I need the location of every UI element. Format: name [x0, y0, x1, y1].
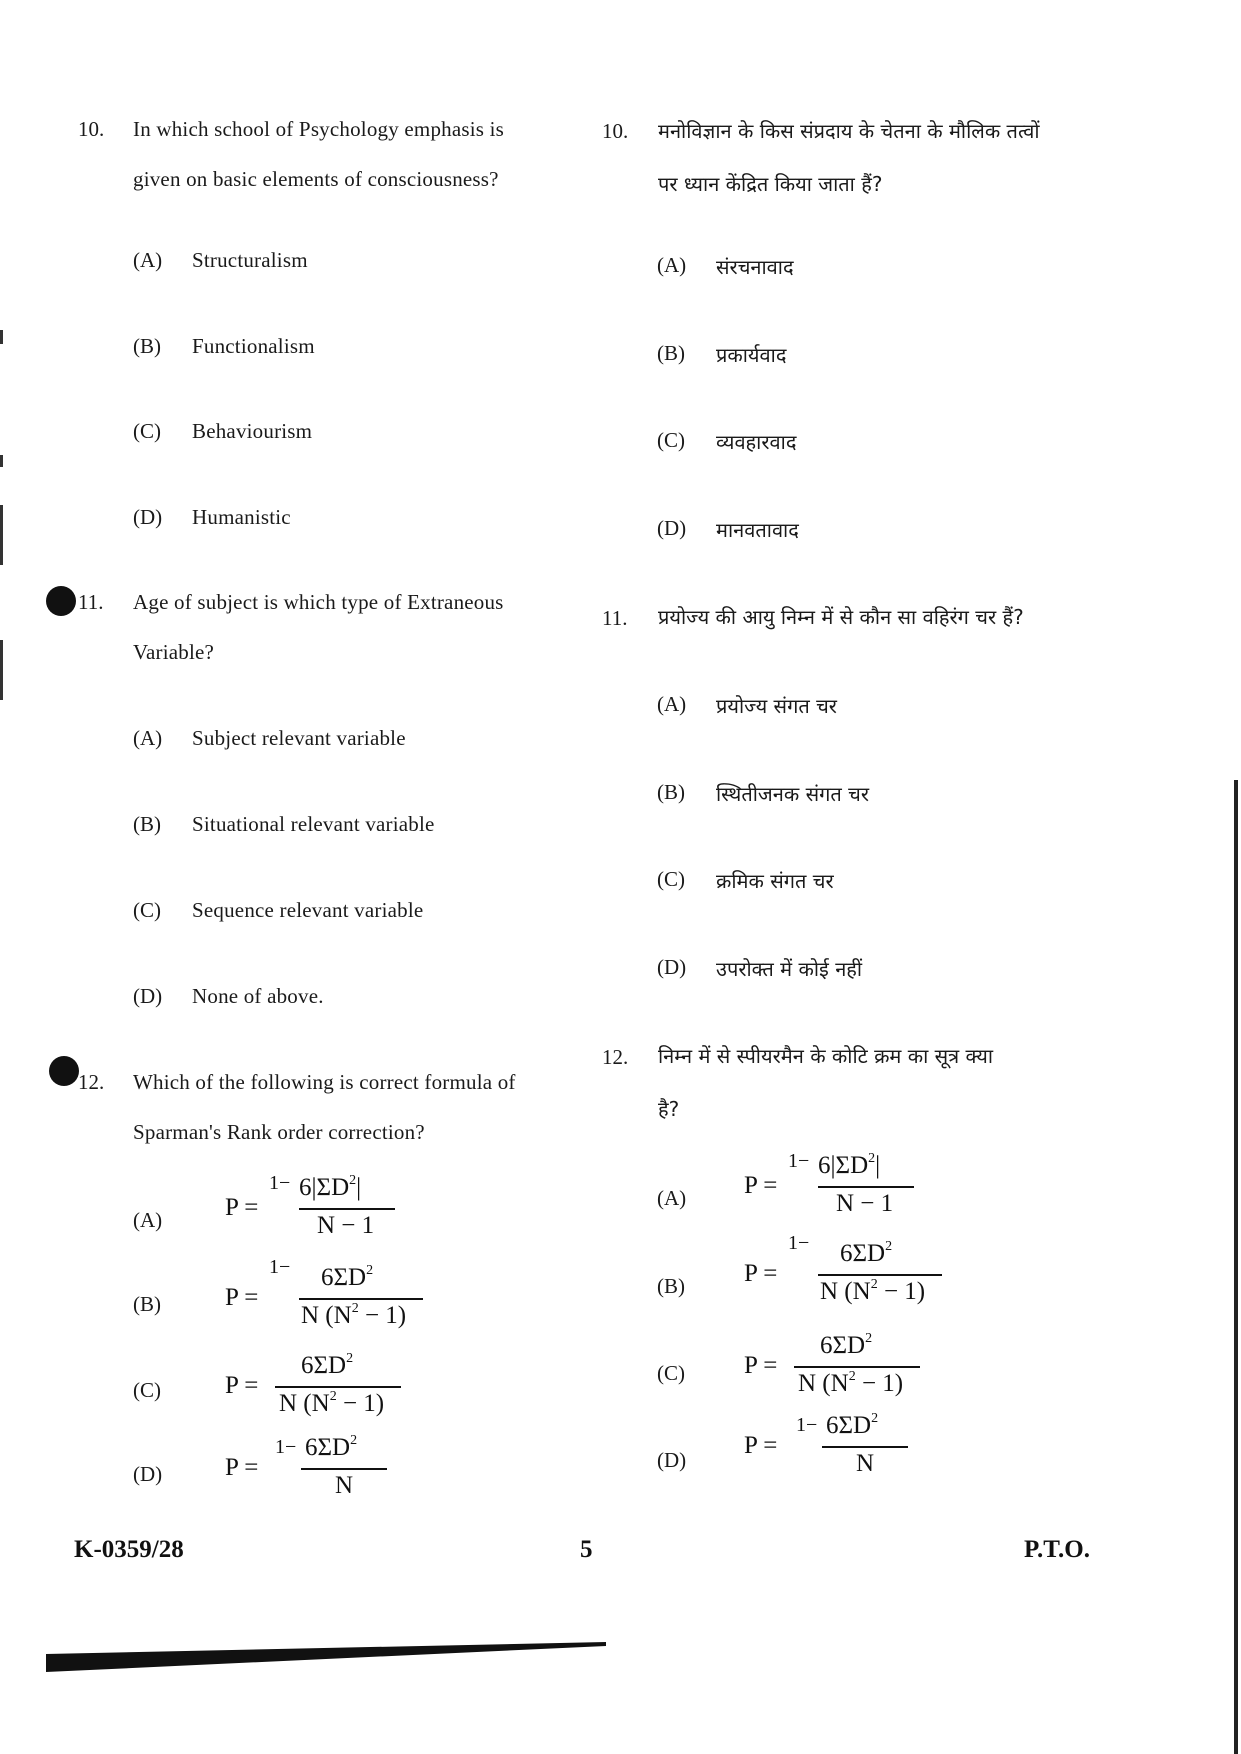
- formula-numerator: $6\Sigma D^2$: [840, 1238, 893, 1267]
- scan-edge-mark: [0, 505, 3, 565]
- question-number: 12.: [78, 1070, 105, 1094]
- option-label: (B): [657, 341, 685, 365]
- scan-edge-mark: [1234, 780, 1238, 1754]
- formula-lhs: P =: [744, 1260, 778, 1287]
- formula-denominator: N − 1: [836, 1190, 894, 1217]
- option-label: (D): [657, 1448, 687, 1472]
- formula-prefix: 1−: [788, 1232, 810, 1254]
- question-number: 10.: [78, 117, 105, 141]
- formula-lhs: P =: [744, 1172, 778, 1199]
- option-label: (D): [133, 505, 163, 529]
- question-text: given on basic elements of consciousness?: [133, 167, 499, 191]
- formula-denominator: N $(N^2 - 1)$: [820, 1276, 926, 1305]
- option-text: उपरोक्त में कोई नहीं: [716, 957, 863, 981]
- option-label: (B): [133, 812, 161, 836]
- question-text: निम्न में से स्पीयरमैन के कोटि क्रम का सूत्र क्या: [658, 1044, 994, 1068]
- question-marker-dot: [46, 586, 76, 616]
- formula-prefix: 1−: [275, 1436, 297, 1458]
- question-text: In which school of Psychology emphasis is: [133, 117, 505, 141]
- option-label: (A): [133, 248, 163, 272]
- question-text: Age of subject is which type of Extraneous: [133, 590, 504, 614]
- formula-denominator: N: [856, 1450, 875, 1477]
- formula-denominator: N − 1: [317, 1212, 375, 1239]
- fraction-bar: [822, 1446, 908, 1448]
- option-label: (D): [133, 1462, 163, 1486]
- fraction-bar: [794, 1366, 920, 1368]
- formula-b: [225, 1256, 445, 1342]
- option-label: (C): [657, 428, 685, 452]
- formula-denominator: N $(N^2 - 1)$: [301, 1300, 407, 1329]
- formula-numerator: $6|\Sigma D^2|$: [299, 1172, 362, 1201]
- formula-lhs: P =: [225, 1194, 259, 1221]
- formula-c: [225, 1350, 445, 1430]
- option-text: Humanistic: [192, 505, 291, 529]
- option-text: Situational relevant variable: [192, 812, 435, 836]
- option-label: (C): [133, 419, 161, 443]
- page-number: 5: [580, 1536, 593, 1563]
- formula-prefix: 1−: [269, 1256, 291, 1278]
- option-text: स्थितीजनक संगत चर: [716, 782, 869, 806]
- question-text: पर ध्यान केंद्रित किया जाता हैं?: [658, 172, 883, 196]
- option-text: Functionalism: [192, 334, 315, 358]
- formula-numerator: $6|\Sigma D^2|$: [818, 1150, 881, 1179]
- fraction-bar: [275, 1386, 401, 1388]
- formula-lhs: P =: [225, 1284, 259, 1311]
- formula-numerator: $6\Sigma D^2$: [321, 1262, 374, 1291]
- scan-edge-mark: [0, 455, 3, 467]
- formula-c: [744, 1330, 964, 1410]
- question-text: Which of the following is correct formula of: [133, 1070, 516, 1094]
- option-text: व्यवहारवाद: [716, 430, 797, 454]
- formula-numerator: $6\Sigma D^2$: [305, 1432, 358, 1461]
- option-label: (A): [657, 253, 687, 277]
- option-label: (A): [133, 1208, 163, 1232]
- question-text: है?: [658, 1097, 680, 1121]
- fraction-bar: [301, 1468, 387, 1470]
- question-text: प्रयोज्य की आयु निम्न में से कौन सा वहिरंग चर हैं?: [658, 605, 1024, 629]
- option-label: (C): [133, 1378, 161, 1402]
- option-text: प्रकार्यवाद: [716, 343, 787, 367]
- paper-code: K-0359/28: [74, 1536, 184, 1563]
- question-number: 11.: [602, 606, 628, 630]
- formula-b: [744, 1232, 964, 1318]
- question-number: 12.: [602, 1045, 629, 1069]
- option-label: (D): [657, 516, 687, 540]
- formula-lhs: P =: [744, 1352, 778, 1379]
- formula-a: [225, 1172, 425, 1252]
- option-label: (A): [133, 726, 163, 750]
- option-label: (A): [657, 692, 687, 716]
- option-text: Behaviourism: [192, 419, 313, 443]
- scan-edge-mark: [0, 640, 3, 700]
- question-text: Variable?: [133, 640, 215, 664]
- fraction-bar: [818, 1186, 914, 1188]
- option-text: संरचनावाद: [716, 255, 794, 279]
- option-label: (B): [657, 780, 685, 804]
- fraction-bar: [299, 1298, 423, 1300]
- formula-d: [744, 1410, 944, 1490]
- option-label: (B): [657, 1274, 685, 1298]
- formula-lhs: P =: [744, 1432, 778, 1459]
- option-text: Subject relevant variable: [192, 726, 406, 750]
- formula-numerator: $6\Sigma D^2$: [826, 1410, 879, 1439]
- formula-denominator: N: [335, 1472, 354, 1499]
- option-text: Sequence relevant variable: [192, 898, 424, 922]
- formula-d: [225, 1432, 425, 1512]
- question-marker-dot: [49, 1056, 79, 1086]
- option-text: Structuralism: [192, 248, 308, 272]
- formula-a: [744, 1150, 944, 1230]
- formula-prefix: 1−: [796, 1414, 818, 1436]
- option-text: क्रमिक संगत चर: [716, 869, 834, 893]
- formula-prefix: 1−: [269, 1172, 291, 1194]
- question-number: 11.: [78, 590, 104, 614]
- formula-numerator: $6\Sigma D^2$: [301, 1350, 354, 1379]
- option-text: प्रयोज्य संगत चर: [716, 694, 837, 718]
- option-text: मानवतावाद: [716, 518, 799, 542]
- option-label: (B): [133, 1292, 161, 1316]
- scan-artifact-bar: [46, 1642, 606, 1672]
- option-label: (C): [133, 898, 161, 922]
- fraction-bar: [299, 1208, 395, 1210]
- scan-edge-mark: [0, 330, 3, 344]
- option-label: (A): [657, 1186, 687, 1210]
- option-text: None of above.: [192, 984, 324, 1008]
- question-number: 10.: [602, 119, 629, 143]
- question-text: मनोविज्ञान के किस संप्रदाय के चेतना के मौलिक तत्वों: [658, 119, 1040, 143]
- formula-denominator: N $(N^2 - 1)$: [279, 1388, 385, 1417]
- option-label: (B): [133, 334, 161, 358]
- formula-prefix: 1−: [788, 1150, 810, 1172]
- formula-lhs: P =: [225, 1372, 259, 1399]
- question-text: Sparman's Rank order correction?: [133, 1120, 425, 1144]
- option-label: (D): [133, 984, 163, 1008]
- formula-denominator: N $(N^2 - 1)$: [798, 1368, 904, 1397]
- fraction-bar: [818, 1274, 942, 1276]
- option-label: (C): [657, 1361, 685, 1385]
- pto-note: P.T.O.: [1024, 1536, 1090, 1563]
- formula-lhs: P =: [225, 1454, 259, 1481]
- option-label: (C): [657, 867, 685, 891]
- option-label: (D): [657, 955, 687, 979]
- formula-numerator: $6\Sigma D^2$: [820, 1330, 873, 1359]
